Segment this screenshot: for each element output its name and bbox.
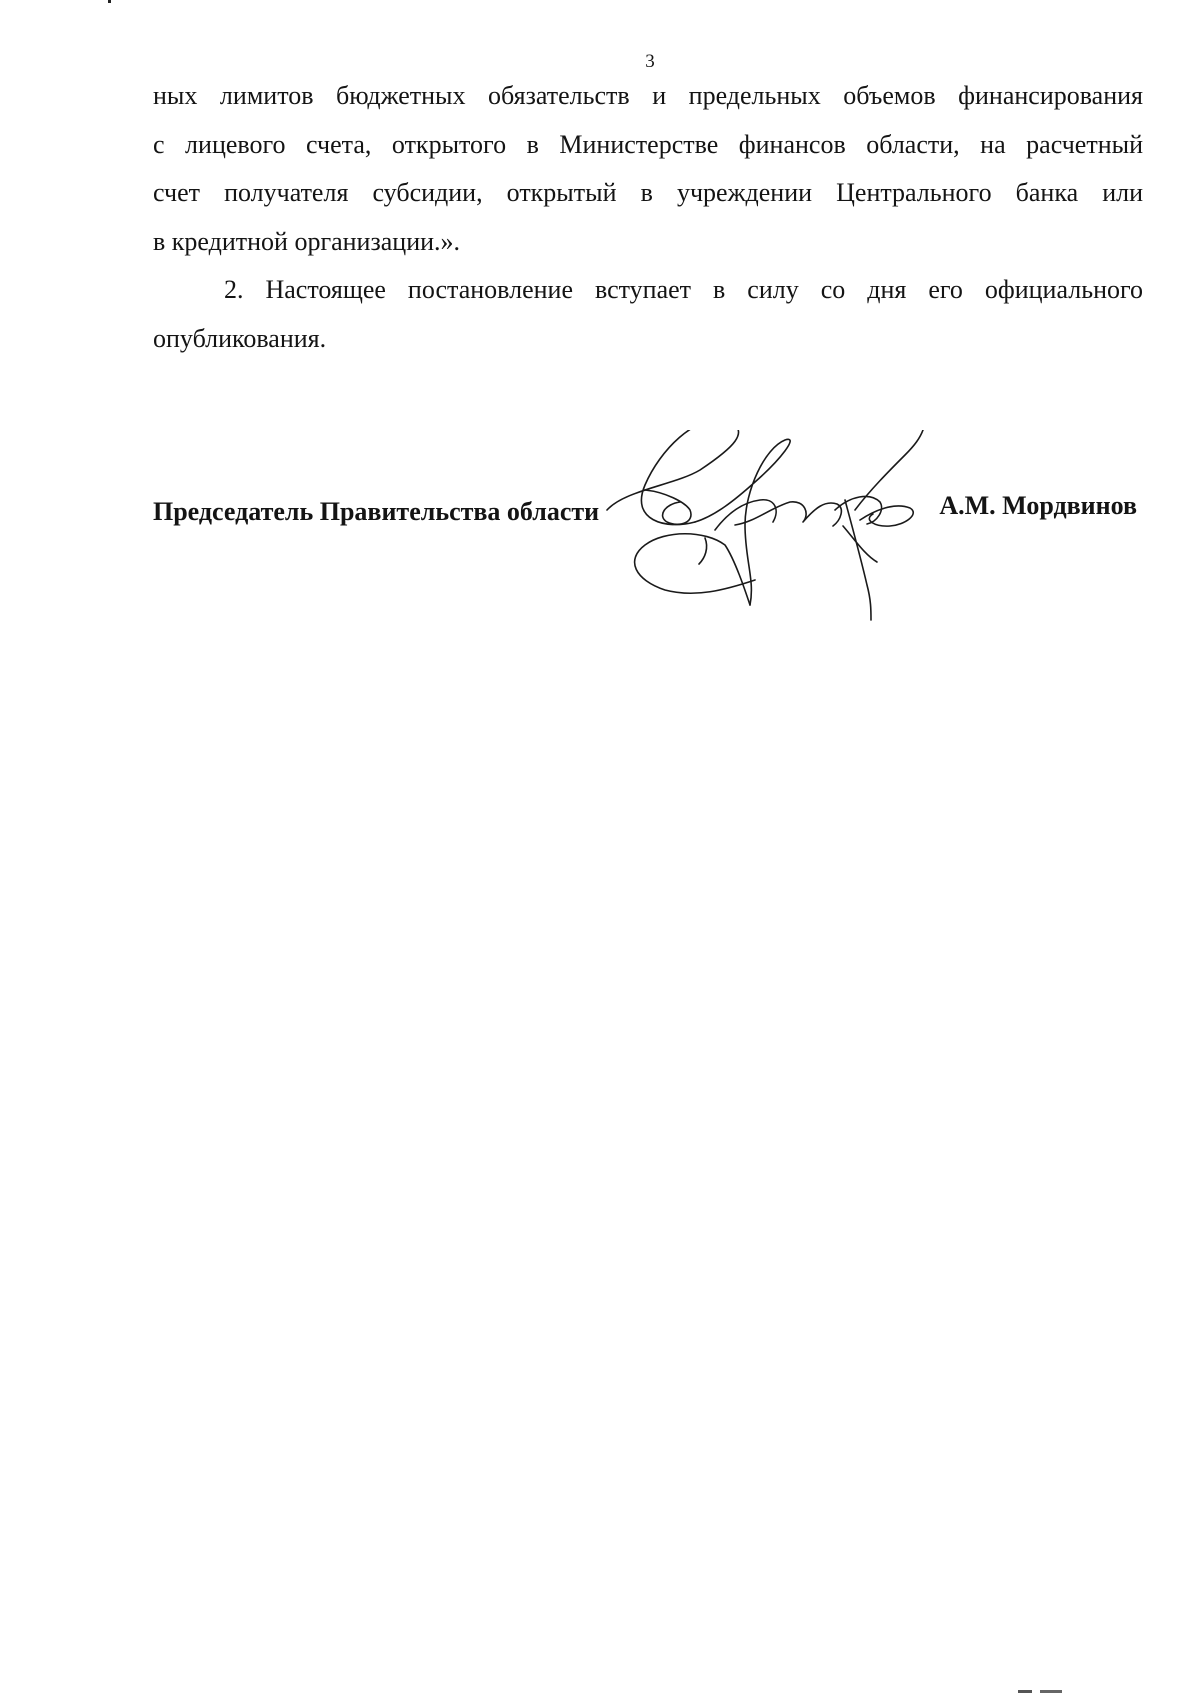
signatory-title: Председатель Правительства области — [153, 497, 600, 526]
document-body — [153, 72, 1143, 363]
handwritten-signature-image — [605, 430, 955, 640]
text-line: опубликования. — [153, 323, 327, 353]
text-line: в кредитной организации.». — [153, 226, 461, 256]
paragraph-item-2 — [153, 266, 1143, 363]
scan-artifact — [1018, 1690, 1032, 1693]
signatory-name: А.М. Мордвинов — [939, 491, 1137, 520]
text-line: счет получателя субсидии, открытый в учреждении Центрального банка или — [153, 178, 1143, 207]
text-line: 2. Настоящее постановление вступает в силу со дня его официального — [224, 275, 1143, 304]
page-number: 3 — [645, 51, 655, 72]
paragraph-continuation — [153, 72, 1143, 266]
text-line: с лицевого счета, открытого в Министерстве финансов области, на расчетный — [153, 129, 1143, 159]
scan-artifact — [108, 0, 111, 3]
scan-artifact — [1040, 1690, 1062, 1693]
text-line: ных лимитов бюджетных обязательств и предельных объемов финансирования — [153, 81, 1143, 110]
